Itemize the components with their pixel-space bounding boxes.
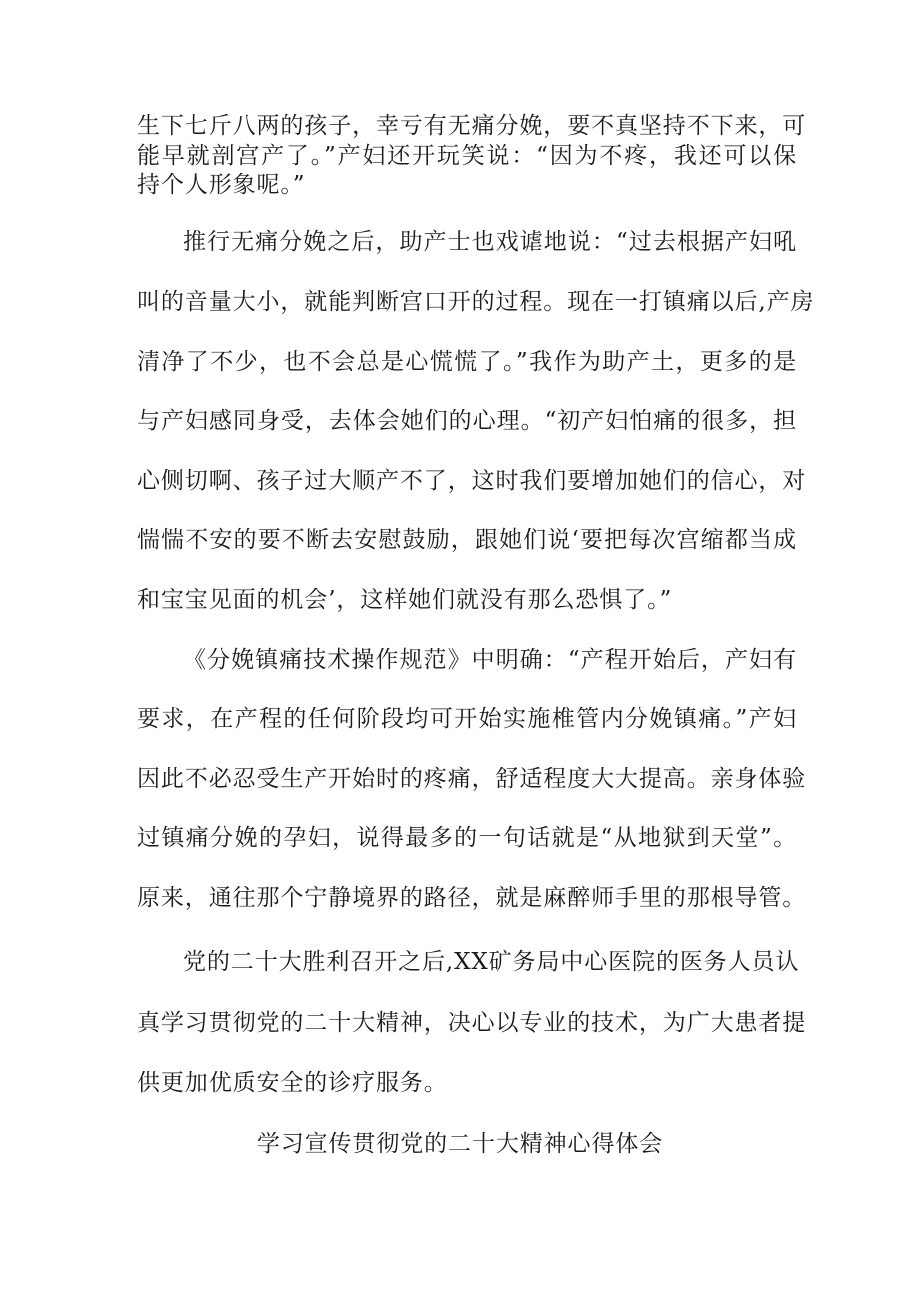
text-line: 持个人形象呢。” <box>137 172 306 198</box>
text-line: 清净了不少，也不会总是心慌慌了。”我作为助产土，更多的是 <box>137 349 797 375</box>
text-line: 与产妇感同身受，去体会她们的心理。“初产妇怕痛的很多，担 <box>137 408 797 434</box>
text-line: 惴惴不安的要不断去安慰鼓励，跟她们说‘要把每次宫缩都当成 <box>137 527 797 553</box>
text-line: 要求，在产程的任何阶段均可开始实施椎管内分娩镇痛。”产妇 <box>137 706 797 732</box>
text-line: 心侧切啊、孩子过大顺产不了，这时我们要增加她们的信心，对 <box>137 468 807 494</box>
text-line: 推行无痛分娩之后，助产士也戏谑地说：“过去根据产妇吼 <box>183 229 797 255</box>
text-line: 《分娩镇痛技术操作规范》中明确：“产程开始后，产妇有 <box>183 647 797 673</box>
text-line: 生下七斤八两的孩子，幸亏有无痛分娩，要不真坚持不下来，可 <box>137 113 807 139</box>
text-line: 叫的音量大小，就能判断宫口开的过程。现在一打镇痛以后,产房 <box>137 289 815 315</box>
text-line: 真学习贯彻党的二十大精神，决心以专业的技术，为广大患者提 <box>137 1010 807 1036</box>
text-line: 供更加优质安全的诊疗服务。 <box>137 1070 448 1096</box>
text-line: 党的二十大胜利召开之后,XX矿务局中心医院的医务人员认 <box>183 949 800 975</box>
text-line: 和宝宝见面的机会’，这样她们就没有那么恐惧了。” <box>137 587 673 613</box>
document-title: 学习宣传贯彻党的二十大精神心得体会 <box>256 1131 664 1157</box>
text-line: 原来，通往那个宁静境界的路径，就是麻醉师手里的那根导管。 <box>137 885 807 911</box>
text-line: 能早就剖宫产了。”产妇还开玩笑说：“因为不疼，我还可以保 <box>137 143 797 169</box>
text-line: 因此不必忍受生产开始时的疼痛，舒适程度大大提高。亲身体验 <box>137 766 807 792</box>
text-line: 过镇痛分娩的孕妇，说得最多的一句话就是“从地狱到天堂”。 <box>137 825 797 851</box>
